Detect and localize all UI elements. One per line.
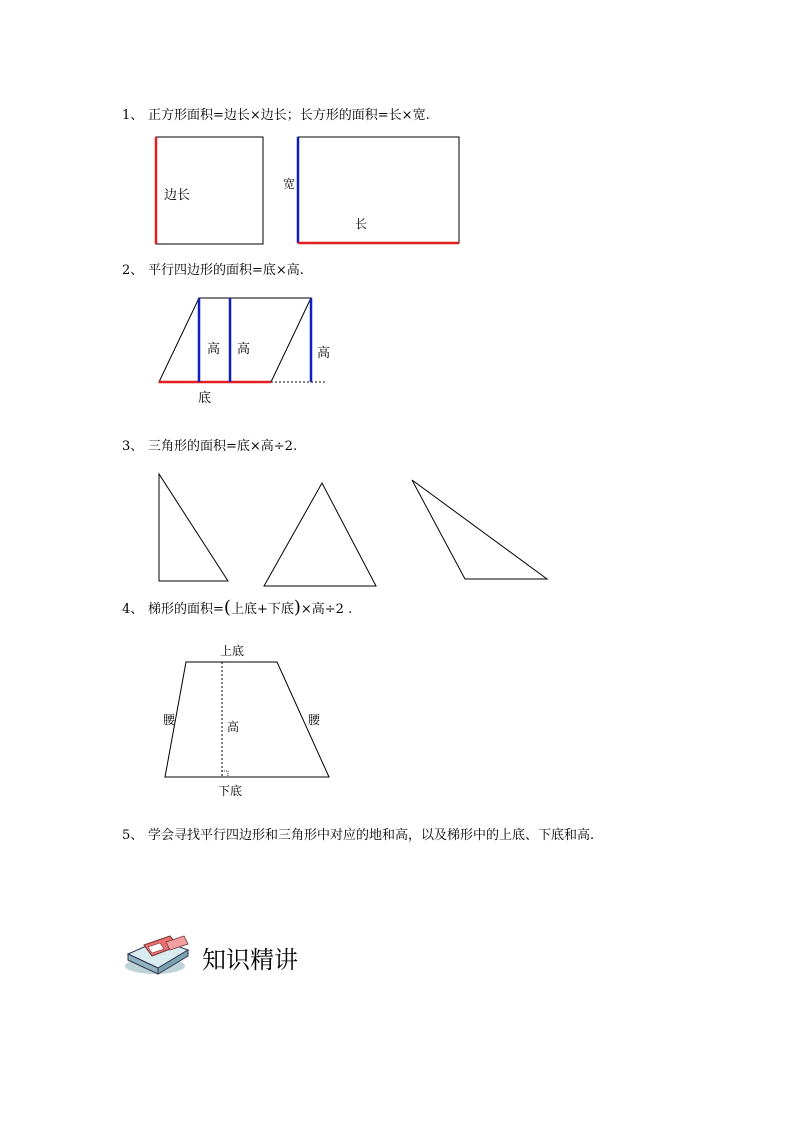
item-text: 正方形面积=边长×边长；长方形的面积=长×宽. xyxy=(148,108,430,123)
item-text: 学会寻找平行四边形和三角形中对应的地和高，以及梯形中的上底、下底和高. xyxy=(148,828,595,843)
square-side-label: 边长 xyxy=(164,188,191,203)
height-label-2: 高 xyxy=(237,342,251,357)
trapezoid-height-label: 高 xyxy=(227,720,240,734)
item-number: 2、 xyxy=(122,263,144,278)
section-title: 知识精讲 xyxy=(202,946,298,974)
right-triangle xyxy=(159,474,228,581)
obtuse-triangle xyxy=(412,480,547,579)
leg-right-label: 腰 xyxy=(308,713,321,727)
close-paren: ) xyxy=(293,597,301,618)
item-text: 平行四边形的面积=底×高. xyxy=(148,263,304,278)
open-paren: ( xyxy=(223,597,231,618)
rectangle-width-label: 宽 xyxy=(283,177,296,191)
item-number: 1、 xyxy=(122,108,144,123)
item-text: 三角形的面积=底×高÷2. xyxy=(148,439,298,454)
bottom-base-label: 下底 xyxy=(218,784,243,798)
item-text-pre: 梯形的面积= xyxy=(148,602,224,617)
trapezoid xyxy=(165,662,329,777)
leg-left-label: 腰 xyxy=(163,713,176,727)
figure-parallelogram xyxy=(159,298,330,406)
item-number: 5、 xyxy=(122,828,144,843)
item-text-post: ×高÷2 . xyxy=(300,602,353,617)
height-label-1: 高 xyxy=(207,342,221,357)
right-angle-mark xyxy=(222,771,228,777)
top-base-label: 上底 xyxy=(220,644,245,658)
base-label: 底 xyxy=(198,391,212,406)
rectangle-length-label: 长 xyxy=(355,217,368,231)
item-number: 4、 xyxy=(122,602,144,617)
book-icon xyxy=(125,936,188,974)
item-number: 3、 xyxy=(122,439,144,454)
item-text-mid: 上底+下底 xyxy=(230,602,294,617)
figure-square-rectangle xyxy=(156,137,459,244)
acute-triangle xyxy=(264,483,376,586)
figure-triangles xyxy=(159,474,547,586)
figure-trapezoid xyxy=(163,643,329,798)
rectangle xyxy=(298,137,459,243)
height-label-3: 高 xyxy=(317,346,331,361)
parallelogram xyxy=(159,298,311,382)
